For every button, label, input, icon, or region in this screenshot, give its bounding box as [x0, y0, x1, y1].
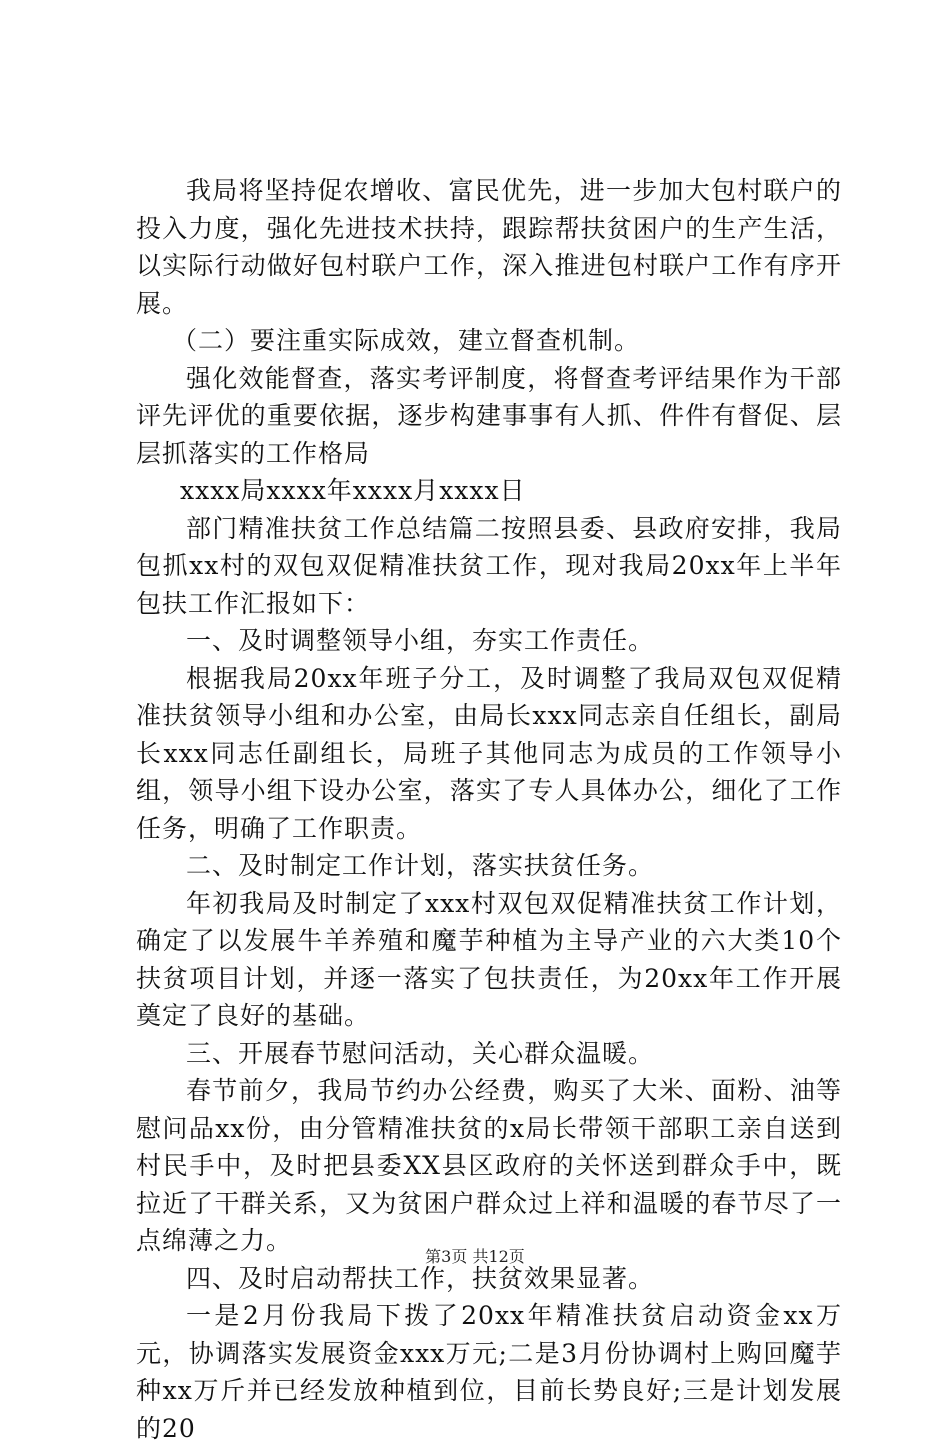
paragraph-supervision: 强化效能督查，落实考评制度，将督查考评结果作为干部评先评优的重要依据，逐步构建事事有人抓、件件有督促、层层抓落实的工作格局 [136, 363, 842, 468]
paragraph-work-plan: 年初我局及时制定了xxx村双包双促精准扶贫工作计划，确定了以发展牛羊养殖和魔芋种植为主导产业的六大类10个扶贫项目计划，并逐一落实了包扶责任，为20xx年工作开展奠定了良好的基础。 [136, 888, 842, 1030]
paragraph-leadership: 根据我局20xx年班子分工，及时调整了我局双包双促精准扶贫领导小组和办公室，由局长xxx同志亲自任组长，副局长xxx同志任副组长，局班子其他同志为成员的工作领导小组，领导小组下设办公室，落实了专人具体办公，细化了工作任务，明确了工作职责。 [136, 663, 842, 843]
section-heading-two: 二、及时制定工作计划，落实扶贫任务。 [186, 851, 655, 880]
section-heading-four: 四、及时启动帮扶工作，扶贫效果显著。 [186, 1263, 655, 1293]
paragraph-spring-festival: 春节前夕，我局节约办公经费，购买了大米、面粉、油等慰问品xx份，由分管精准扶贫的x局长带领干部职工亲自送到村民手中，及时把县委XX县区政府的关怀送到群众手中，既拉近了干群关系，又为贫困户群众过上祥和温暖的春节尽了一点绵薄之力。 [136, 1076, 842, 1255]
section-heading-one: 一、及时调整领导小组，夯实工作责任。 [186, 626, 655, 655]
section-heading-2: （二）要注重实际成效，建立督查机制。 [172, 326, 641, 355]
section-heading-three: 三、开展春节慰问活动，关心群众温暖。 [186, 1038, 655, 1068]
paragraph-assistance: 一是2月份我局下拨了20xx年精准扶贫启动资金xx万元，协调落实发展资金xxx万元;二是3月份协调村上购回魔芋种xx万斤并已经发放种植到位，目前长势良好;三是计划发展的20 [136, 1301, 842, 1443]
page-number-footer: 第3页 共12页 [425, 1247, 525, 1266]
paragraph-article-two-intro: 部门精准扶贫工作总结篇二按照县委、县政府安排，我局包抓xx村的双包双促精准扶贫工作，现对我局20xx年上半年包扶工作汇报如下： [136, 513, 842, 618]
signature-date-line: xxxx局xxxx年xxxx月xxxx日 [180, 476, 526, 505]
paragraph-intro: 我局将坚持促农增收、富民优先，进一步加大包村联户的投入力度，强化先进技术扶持，跟踪帮扶贫困户的生产生活，以实际行动做好包村联户工作，深入推进包村联户工作有序开展。 [136, 176, 842, 318]
